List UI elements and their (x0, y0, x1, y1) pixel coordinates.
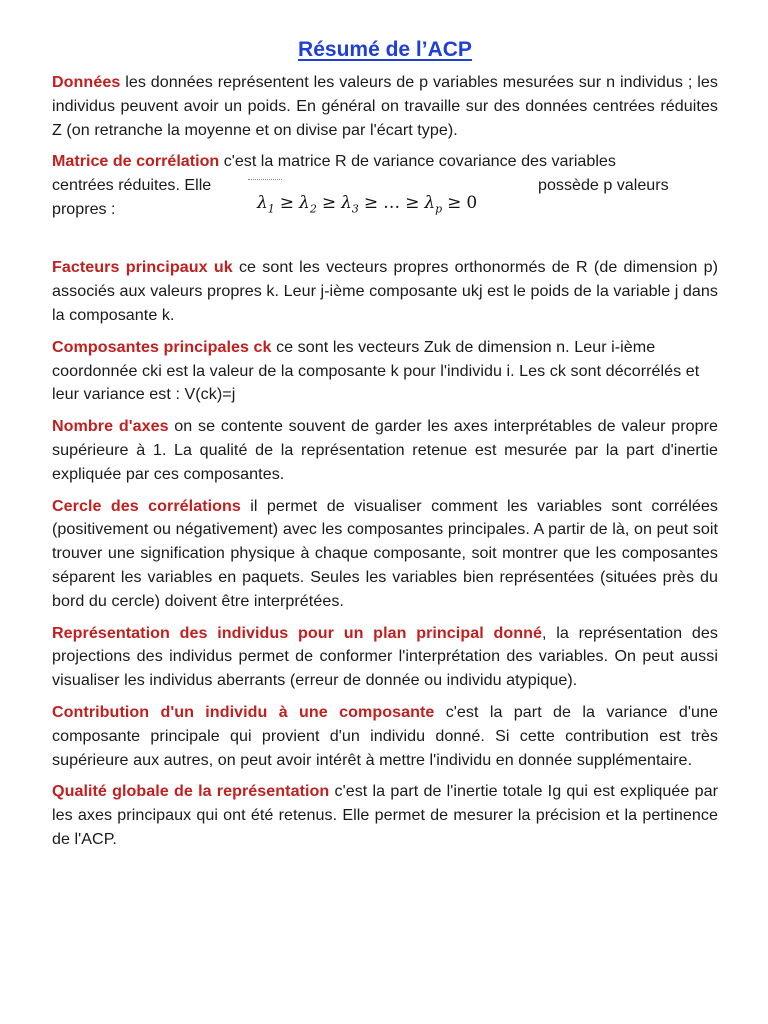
section-term: Données (52, 73, 121, 91)
section-line (538, 174, 669, 198)
section-term: Représentation des individus pour un plan principal donné (52, 623, 542, 642)
eigenvalue-inequality-formula: $\lambda_1 \ge \lambda_2 \ge \lambda_3$ ≥ … ≥ $\lambda_p \ge 0$ (257, 193, 478, 216)
document-page (52, 36, 718, 860)
section-donnees (52, 71, 718, 142)
document-title: Résumé de l’ACP (298, 38, 472, 61)
section-text: propres : (52, 199, 116, 218)
section-cercle-correlations (52, 495, 718, 614)
section-term: Nombre d'axes (52, 417, 169, 436)
section-matrice-correlation (52, 150, 718, 248)
section-text: c'est la part de l'inertie totale Ig qui est expliquée par les axes principaux qui ont été retenus. Elle permet de mesurer la précision et la pertinence de l'ACP. (52, 782, 718, 848)
section-text: ce sont les vecteurs Zuk de dimension n. Leur i-ième coordonnée cki est la valeur de la composante k pour l'individu i. Les ck sont décorrélés et leur variance est : V(ck)=j (52, 337, 700, 404)
image-crop-artifact (248, 179, 282, 184)
section-qualite-globale (52, 780, 718, 851)
section-line (52, 198, 116, 222)
section-text: ce sont les vecteurs propres orthonormés de R (de dimension p) associés aux valeurs propres k. Leur j-ième composante ukj est le poids de la variable j dans la composante k. (52, 258, 719, 324)
section-text: centrées réduites. Elle (52, 176, 212, 195)
section-contribution-individu (52, 701, 718, 772)
section-representation-individus (52, 622, 718, 693)
section-composantes-principales (52, 336, 718, 407)
section-text: les données représentent les valeurs de p variables mesurées sur n individus ; les individus peuvent avoir un poids. En général on travaille sur des données centrées réduites Z (on retranche la moyenne et on divise par l'écart type). (52, 73, 718, 139)
section-term: Facteurs principaux uk (52, 258, 233, 277)
section-line (52, 150, 616, 174)
section-term: Cercle des corrélations (52, 496, 241, 515)
section-term: Composantes principales ck (52, 337, 272, 356)
section-text: possède p valeurs (538, 176, 669, 195)
section-text: on se contente souvent de garder les axes interprétables de valeur propre supérieure à 1. La qualité de la représentation retenue est mesurée par la part d'inertie expliquée par ces composantes. (52, 417, 719, 483)
section-text: il permet de visualiser comment les variables sont corrélées (positivement ou négativement) avec les composantes principales. A partir de là, on peut soit trouver une signification physique à chaque composante, soit montrer que les composantes séparent les variables en paquets. Seules les variables bien représentées (situées près du bord du cercle) doivent être interprétées. (52, 496, 718, 610)
section-term: Qualité globale de la représentation (52, 782, 330, 801)
section-text: c'est la matrice R de variance covariance des variables (219, 152, 616, 171)
section-term: Contribution d'un individu à une composante (52, 702, 435, 721)
section-text: , la représentation des projections des individus permet de conformer l'interprétation des variables. On peut aussi visualiser les individus aberrants (erreur de donnée ou individu atypique). (52, 623, 718, 690)
section-line (52, 174, 211, 198)
section-facteurs-principaux (52, 256, 718, 327)
section-term: Matrice de corrélation (52, 152, 220, 171)
section-nombre-axes (52, 415, 718, 486)
section-text: c'est la part de la variance d'une composante principale qui provient d'un individu donné. Si cette contribution est très supérieure aux autres, on peut avoir intérêt à mettre l'individu en donnée supplémentaire. (52, 702, 718, 769)
